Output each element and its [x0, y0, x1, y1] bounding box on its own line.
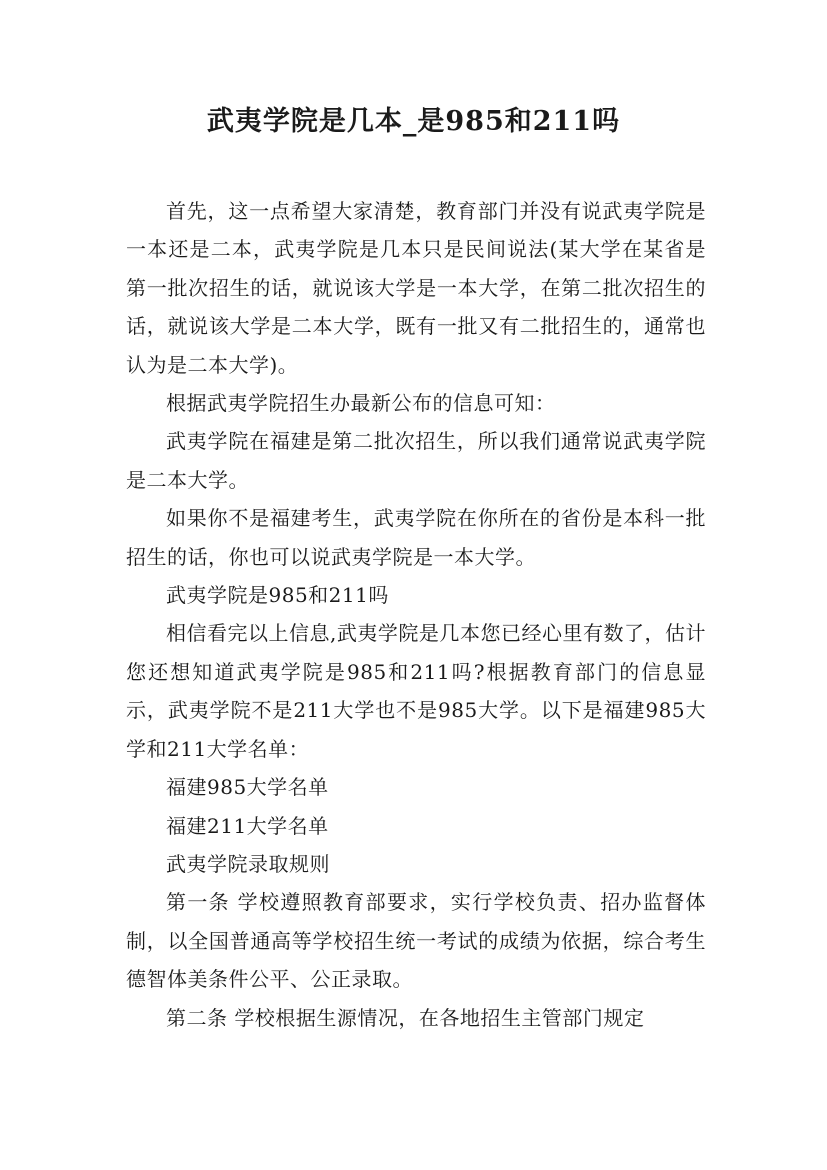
section-heading-985-211: 武夷学院是985和211吗 — [166, 583, 389, 608]
link-fujian-985-list: 福建985大学名单 — [166, 775, 329, 800]
paragraph-intro: 首先，这一点希望大家清楚，教育部门并没有说武夷学院是一本还是二本，武夷学院是几本只是民间说法(某大学在某省是第一批次招生的话，就说该大学是一本大学，在第二批次招生的话，就说该大学是二本大学，既有一批又有二批招生的，通常也认为是二本大学)。 — [126, 199, 706, 377]
paragraph-rule-1: 第一条 学校遵照教育部要求，实行学校负责、招办监督体制，以全国普通高等学校招生统一考试的成绩为依据，综合考生德智体美条件公平、公正录取。 — [126, 890, 706, 992]
paragraph-info-source: 根据武夷学院招生办最新公布的信息可知： — [166, 391, 556, 416]
paragraph-fujian-batch: 武夷学院在福建是第二批次招生，所以我们通常说武夷学院是二本大学。 — [126, 429, 706, 492]
paragraph-985-211-answer: 相信看完以上信息,武夷学院是几本您已经心里有数了，估计您还想知道武夷学院是985和211吗?根据教育部门的信息显示，武夷学院不是211大学也不是985大学。以下是福建985大学和211大学名单： — [126, 621, 706, 761]
paragraph-rule-2: 第二条 学校根据生源情况，在各地招生主管部门规定 — [166, 1005, 645, 1030]
document-title: 武夷学院是几本_是985和211吗 — [206, 106, 621, 137]
paragraph-other-province: 如果你不是福建考生，武夷学院在你所在的省份是本科一批招生的话，你也可以说武夷学院是一本大学。 — [126, 506, 706, 569]
document-body — [126, 192, 706, 1037]
link-fujian-211-list: 福建211大学名单 — [166, 813, 329, 838]
section-heading-admission-rules: 武夷学院录取规则 — [166, 851, 330, 876]
